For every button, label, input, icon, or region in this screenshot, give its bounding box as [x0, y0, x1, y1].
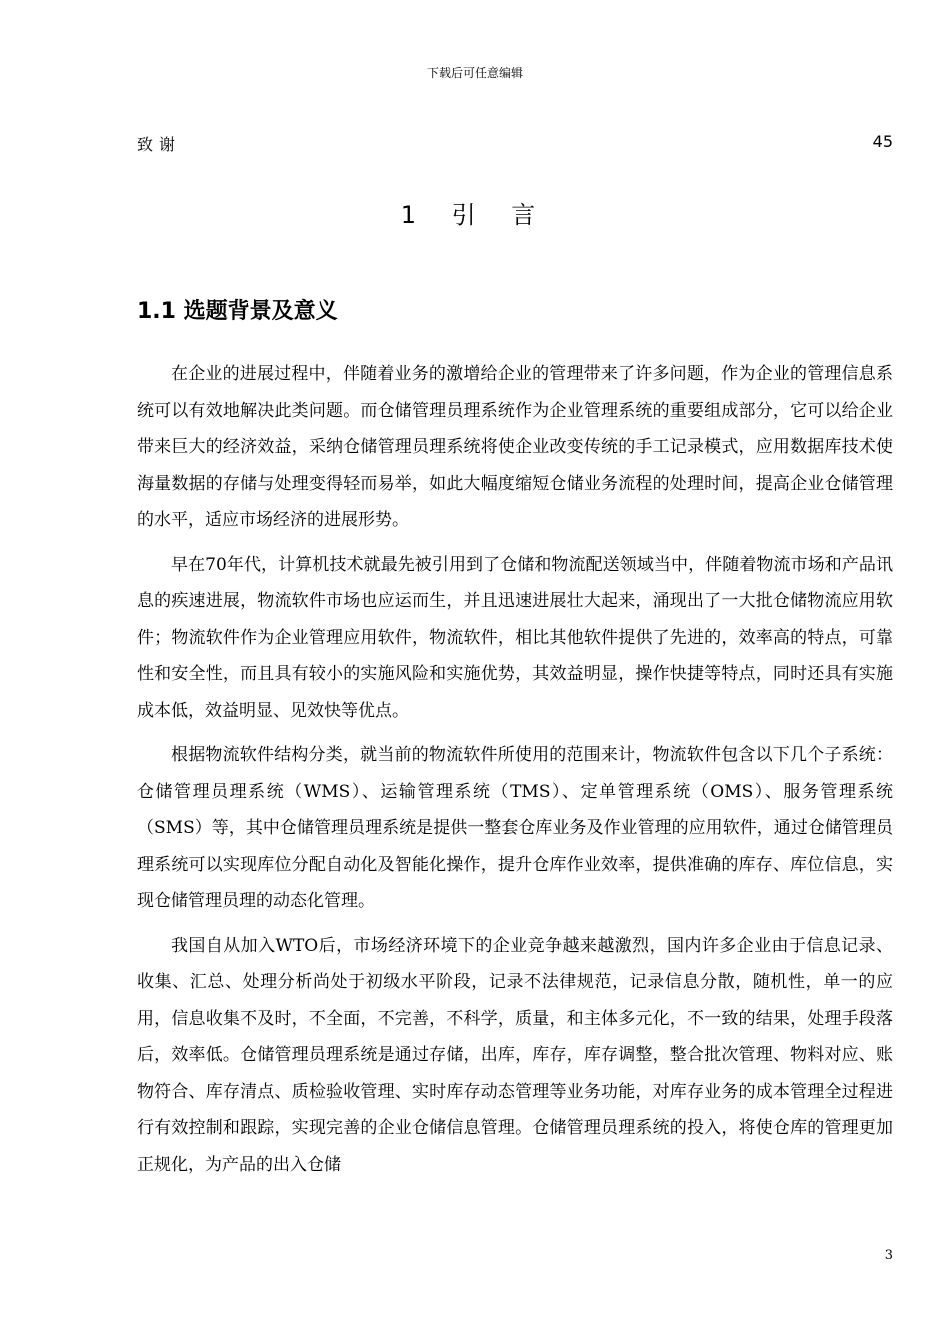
paragraph-4: 我国自从加入WTO后，市场经济环境下的企业竞争越来越激烈，国内许多企业由于信息记录、收集、汇总、处理分析尚处于初级水平阶段，记录不法律规范，记录信息分散，随机性，单一的应用，信息收集不及时，不全面，不完善，不科学，质量，和主体多元化，不一致的结果，处理手段落后，效率低。仓储管理员理系统是通过存储，出库，库存，库存调整，整合批次管理、物料对应、账物符合、库存清点、质检验收管理、实时库存动态管理等业务功能，对库存业务的成本管理全过程进行有效控制和跟踪，实现完善的企业仓储信息管理。仓储管理员理系统的投入，将使仓库的管理更加正规化，为产品的出入仓储 [137, 935, 893, 1175]
chapter-title: 1 引 言 [400, 201, 550, 229]
paragraph-3: 根据物流软件结构分类，就当前的物流软件所使用的范围来计，物流软件包含以下几个子系统：仓储管理员理系统（WMS）、运输管理系统（TMS）、定单管理系统（OMS）、服务管理系统（SMS）等，其中仓储管理员理系统是提供一整套仓库业务及作业管理的应用软件，通过仓储管理员理系统可以实现库位分配自动化及智能化操作，提升仓库作业效率，提供准确的库存、库位信息，实现仓储管理员理的动态化管理。 [137, 745, 893, 911]
toc-entry-page: 45 [872, 132, 893, 151]
toc-entry-label: 致谢 [137, 135, 182, 154]
paragraph-2: 早在70年代，计算机技术就最先被引用到了仓储和物流配送领域当中，伴随着物流市场和产品讯息的疾速进展，物流软件市场也应运而生，并且迅速进展壮大起来，涌现出了一大批仓储物流应用软件；物流软件作为企业管理应用软件，物流软件，相比其他软件提供了先进的，效率高的特点，可靠性和安全性，而且具有较小的实施风险和实施优势，其效益明显，操作快捷等特点，同时还具有实施成本低，效益明显、见效快等优点。 [137, 554, 893, 721]
toc-entry [137, 132, 893, 156]
paragraph-1: 在企业的进展过程中，伴随着业务的激增给企业的管理带来了许多问题，作为企业的管理信息系统可以有效地解决此类问题。而仓储管理员理系统作为企业管理系统的重要组成部分，它可以给企业带来巨大的经济效益，采纳仓储管理员理系统将使企业改变传统的手工记录模式，应用数据库技术使海量数据的存储与处理变得轻而易举，如此大幅度缩短仓储业务流程的处理时间，提高企业仓储管理的水平，适应市场经济的进展形势。 [137, 364, 893, 530]
body-text [137, 356, 893, 1191]
page-number: 3 [884, 1248, 893, 1263]
page-header: 下载后可任意编辑 [426, 66, 523, 80]
section-title: 1.1 选题背景及意义 [137, 299, 338, 324]
